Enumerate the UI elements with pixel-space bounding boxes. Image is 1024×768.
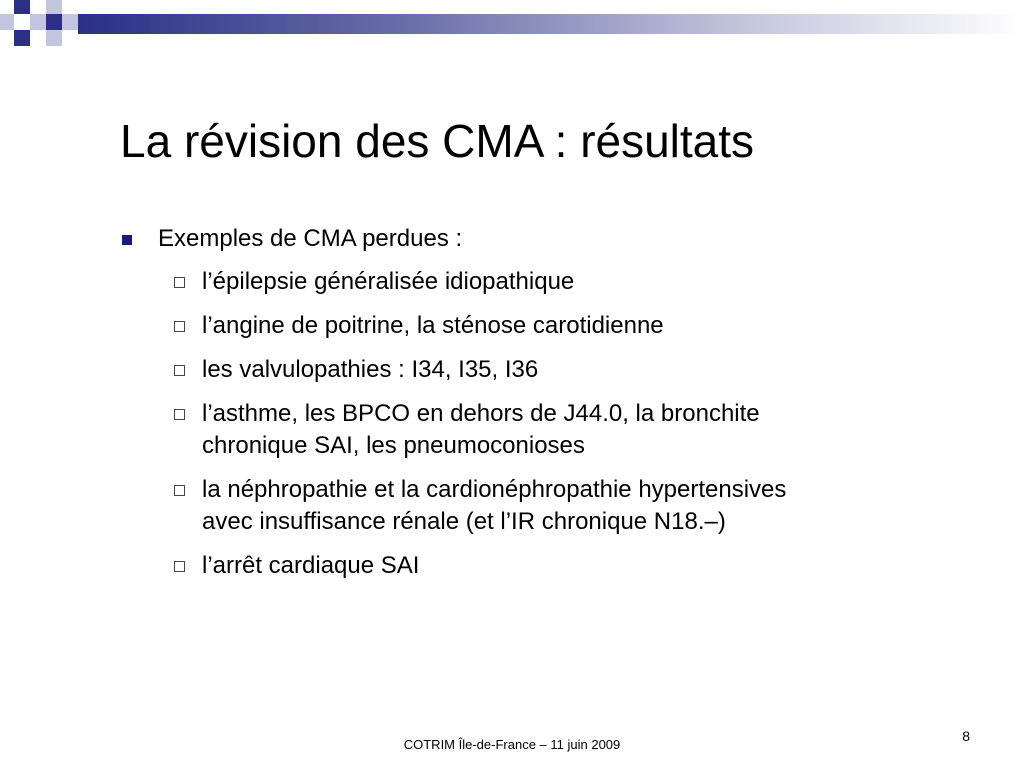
square-bullet-icon — [122, 235, 132, 245]
sub-bullet-item — [120, 266, 940, 298]
sub-bullet-text: l’arrêt cardiaque SAI — [202, 552, 420, 579]
sub-bullet-item — [120, 474, 940, 538]
sub-bullet-item — [120, 398, 940, 462]
hollow-square-bullet-icon — [174, 365, 185, 376]
header-gradient-bar — [78, 14, 1024, 34]
header-square — [46, 14, 62, 30]
sub-bullet-item — [120, 550, 940, 582]
bullet-text: Exemples de CMA perdues : — [158, 225, 463, 252]
bullet-item — [120, 222, 940, 256]
page-number: 8 — [962, 728, 970, 744]
hollow-square-bullet-icon — [174, 277, 185, 288]
sub-bullet-list — [120, 266, 940, 582]
header-square — [14, 0, 30, 14]
header-square — [46, 30, 62, 46]
header-square — [62, 14, 78, 30]
slide-footer: COTRIM Île-de-France – 11 juin 2009 — [403, 737, 621, 752]
sub-bullet-text: l’épilepsie généralisée idiopathique — [202, 268, 575, 295]
sub-bullet-text: les valvulopathies : I34, I35, I36 — [202, 356, 539, 383]
hollow-square-bullet-icon — [174, 561, 185, 572]
header-decoration — [0, 0, 1024, 46]
bullet-list — [120, 222, 940, 594]
header-square — [14, 30, 30, 46]
sub-bullet-text-continued: avec insuffisance rénale (et l’IR chronique N18.–) — [202, 508, 726, 535]
sub-bullet-item — [120, 354, 940, 386]
hollow-square-bullet-icon — [174, 321, 185, 332]
header-square — [0, 14, 14, 30]
sub-bullet-container — [120, 266, 940, 582]
sub-bullet-text: l’asthme, les BPCO en dehors de J44.0, la bronchite — [202, 400, 760, 427]
header-square — [46, 0, 62, 14]
hollow-square-bullet-icon — [174, 409, 185, 420]
header-square — [30, 14, 46, 30]
sub-bullet-text-continued: chronique SAI, les pneumoconioses — [202, 432, 585, 459]
sub-bullet-text: la néphropathie et la cardionéphropathie hypertensives — [202, 476, 787, 503]
hollow-square-bullet-icon — [174, 485, 185, 496]
sub-bullet-item — [120, 310, 940, 342]
slide-title: La révision des CMA : résultats — [120, 114, 755, 167]
sub-bullet-text: l’angine de poitrine, la sténose carotidienne — [202, 312, 664, 339]
